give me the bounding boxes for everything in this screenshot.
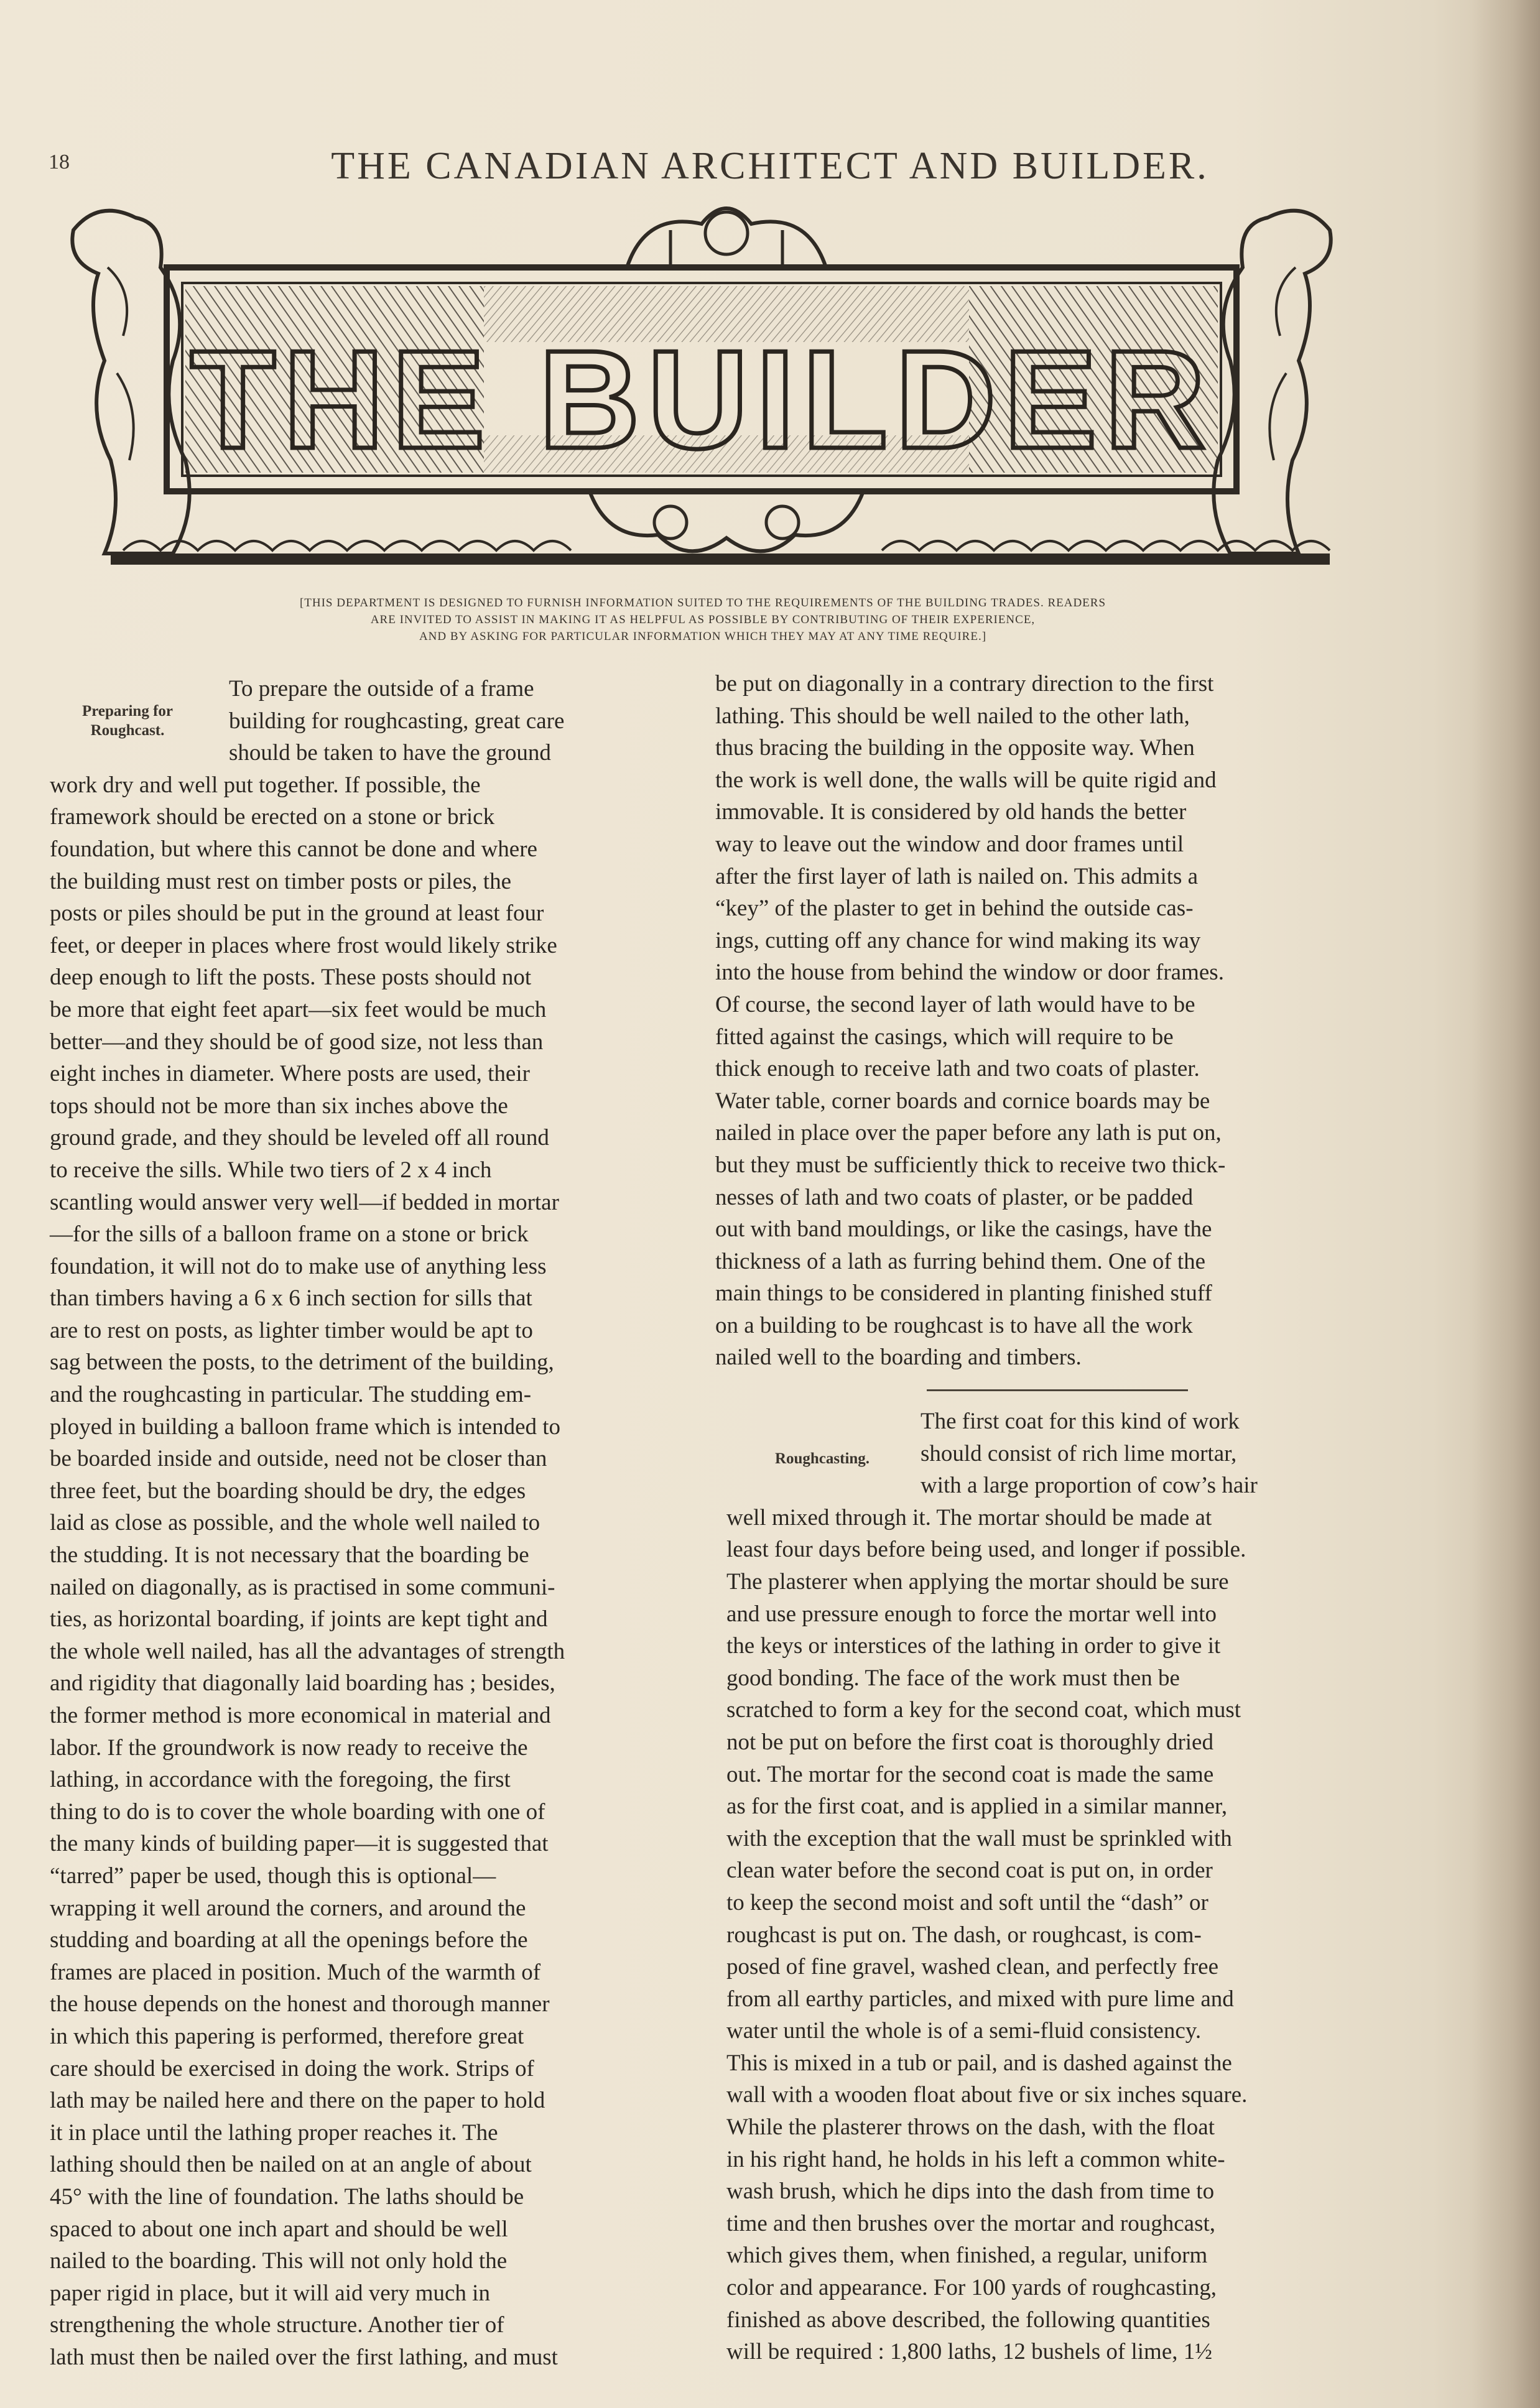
text-line: ties, as horizontal boarding, if joints are kept tight and <box>50 1606 548 1632</box>
text-line: and the roughcasting in particular. The studding em- <box>50 1382 532 1408</box>
builder-banner <box>49 187 1355 597</box>
text-line: nailed well to the boarding and timbers. <box>715 1345 1082 1371</box>
text-line: laid as close as possible, and the whole well nailed to <box>50 1510 540 1536</box>
text-line: foundation, it will not do to make use of anything less <box>50 1253 547 1279</box>
text-line: after the first layer of lath is nailed on. This admits a <box>715 863 1199 889</box>
text-line: While the plasterer throws on the dash, with the float <box>726 2114 1215 2141</box>
text-line: well mixed through it. The mortar should be made at <box>726 1504 1212 1530</box>
text-line: nailed to the boarding. This will not only hold the <box>50 2248 508 2274</box>
text-line: Water table, corner boards and cornice boards may be <box>715 1088 1210 1114</box>
text-line: studding and boarding at all the openings before the <box>50 1927 528 1953</box>
text-line: nesses of lath and two coats of plaster, or be padded <box>715 1184 1194 1210</box>
text-line: deep enough to lift the posts. These posts should not <box>50 965 532 991</box>
text-line: lath may be nailed here and there on the paper to hold <box>50 2088 545 2114</box>
text-line: the house depends on the honest and thorough manner <box>50 1991 550 2017</box>
text-line: way to leave out the window and door frames until <box>715 831 1184 857</box>
text-line: The plasterer when applying the mortar should be sure <box>726 1568 1229 1595</box>
text-line: posts or piles should be put in the ground at least four <box>50 901 544 927</box>
text-line: work dry and well put together. If possible, the <box>50 772 481 798</box>
notice-line: AND BY ASKING FOR PARTICULAR INFORMATION WHICH THEY MAY AT ANY TIME REQUIRE.] <box>419 630 987 643</box>
masthead: THE CANADIAN ARCHITECT AND BUILDER. <box>331 145 1209 187</box>
text-line: but they must be sufficiently thick to receive two thick- <box>715 1152 1226 1178</box>
text-line: the former method is more economical in material and <box>50 1703 551 1728</box>
text-line: lathing should then be nailed on at an angle of about <box>50 2152 532 2178</box>
banner-title: THE BUILDER <box>190 321 1213 478</box>
text-line: Of course, the second layer of lath would have to be <box>715 991 1195 1017</box>
text-line: sag between the posts, to the detriment of the building, <box>50 1350 554 1376</box>
text-line: the work is well done, the walls will be quite rigid and <box>715 767 1217 793</box>
text-line: framework should be erected on a stone or brick <box>50 804 495 830</box>
text-line: ings, cutting off any chance for wind making its way <box>715 927 1201 953</box>
text-line: The first coat for this kind of work <box>921 1409 1240 1434</box>
text-line: posed of fine gravel, washed clean, and perfectly free <box>726 1954 1219 1980</box>
page-edge-shadow <box>1472 0 1540 2408</box>
text-line: care should be exercised in doing the work. Strips of <box>50 2055 534 2082</box>
notice-line: [THIS DEPARTMENT IS DESIGNED TO FURNISH INFORMATION SUITED TO THE REQUIREMENTS OF THE BUILDING TRADES. READERS <box>299 596 1106 609</box>
text-line: roughcast is put on. The dash, or roughcast, is com- <box>726 1922 1202 1948</box>
text-line: finished as above described, the following quantities <box>726 2307 1210 2333</box>
text-line: paper rigid in place, but it will aid very much in <box>50 2280 490 2306</box>
text-line: be put on diagonally in a contrary direction to the first <box>715 671 1214 697</box>
department-notice <box>174 595 1232 645</box>
text-line: wrapping it well around the corners, and around the <box>50 1895 526 1921</box>
notice-line: ARE INVITED TO ASSIST IN MAKING IT AS HELPFUL AS POSSIBLE BY CONTRIBUTING OF THEIR EXPERIENCE, <box>370 613 1036 626</box>
text-line: it in place until the lathing proper reaches it. The <box>50 2119 498 2146</box>
text-line: ground grade, and they should be leveled off all round <box>50 1125 549 1151</box>
text-line: thus bracing the building in the opposite way. When <box>715 735 1195 761</box>
text-line: tops should not be more than six inches above the <box>50 1093 508 1119</box>
text-line: the whole well nailed, has all the advantages of strength <box>50 1638 565 1664</box>
text-line: frames are placed in position. Much of the warmth of <box>50 1959 541 1985</box>
section-divider <box>927 1389 1188 1391</box>
text-line: building for roughcasting, great care <box>229 708 565 734</box>
text-line: strengthening the whole structure. Another tier of <box>50 2312 504 2338</box>
text-line: be more that eight feet apart—six feet would be much <box>50 996 547 1022</box>
text-line: should be taken to have the ground <box>229 740 551 766</box>
text-line: lath must then be nailed over the first lathing, and must <box>50 2344 558 2370</box>
text-line: nailed in place over the paper before any lath is put on, <box>715 1120 1222 1146</box>
text-line: better—and they should be of good size, not less than <box>50 1029 544 1055</box>
text-line: —for the sills of a balloon frame on a stone or brick <box>50 1221 529 1248</box>
text-line: foundation, but where this cannot be done and where <box>50 836 537 862</box>
text-line: than timbers having a 6 x 6 inch section for sills that <box>50 1285 532 1312</box>
text-line: 45° with the line of foundation. The laths should be <box>50 2183 524 2210</box>
text-line: water until the whole is of a semi-fluid consistency. <box>726 2018 1202 2044</box>
text-line: in which this papering is performed, therefore great <box>50 2023 524 2049</box>
text-line: the building must rest on timber posts or piles, the <box>50 868 511 894</box>
text-line: thick enough to receive lath and two coats of plaster. <box>715 1056 1200 1082</box>
text-line: not be put on before the first coat is thoroughly dried <box>726 1729 1213 1755</box>
text-line: which gives them, when finished, a regular, uniform <box>726 2243 1208 2269</box>
page-number: 18 <box>49 150 70 174</box>
text-line: will be required : 1,800 laths, 12 bushels of lime, 1½ <box>726 2339 1212 2365</box>
left-column <box>50 673 708 2373</box>
text-line: feet, or deeper in places where frost would likely strike <box>50 932 557 958</box>
text-line: the keys or interstices of the lathing in order to give it <box>726 1633 1221 1659</box>
text-line: to receive the sills. While two tiers of 2 x 4 inch <box>50 1157 492 1183</box>
text-line: are to rest on posts, as lighter timber would be apt to <box>50 1317 533 1343</box>
text-line: lathing. This should be well nailed to the other lath, <box>715 703 1190 729</box>
text-line: with a large proportion of cow’s hair <box>921 1473 1258 1499</box>
text-line: three feet, but the boarding should be dry, the edges <box>50 1478 526 1504</box>
text-line: good bonding. The face of the work must then be <box>726 1665 1180 1691</box>
text-line: in his right hand, he holds in his left a common white- <box>726 2146 1225 2172</box>
text-line: color and appearance. For 100 yards of roughcasting, <box>726 2275 1217 2301</box>
text-line: the studding. It is not necessary that the boarding be <box>50 1542 529 1568</box>
text-line: nailed on diagonally, as is practised in some communi- <box>50 1574 555 1600</box>
text-line: main things to be considered in planting finished stuff <box>715 1280 1212 1307</box>
text-line: and rigidity that diagonally laid boarding has ; besides, <box>50 1670 555 1697</box>
sidenote-line: Roughcasting. <box>774 1450 870 1467</box>
text-line: thickness of a lath as furring behind them. One of the <box>715 1248 1206 1274</box>
text-line: ployed in building a balloon frame which is intended to <box>50 1414 561 1440</box>
text-line: “key” of the plaster to get in behind the outside cas- <box>715 896 1194 922</box>
text-line: on a building to be roughcast is to have all the work <box>715 1312 1193 1338</box>
text-line: To prepare the outside of a frame <box>229 676 534 702</box>
text-line: as for the first coat, and is applied in a similar manner, <box>726 1794 1228 1820</box>
text-line: thing to do is to cover the whole boarding with one of <box>50 1799 545 1825</box>
text-line: immovable. It is considered by old hands the better <box>715 799 1187 825</box>
text-line: should consist of rich lime mortar, <box>921 1440 1237 1466</box>
text-line: from all earthy particles, and mixed with pure lime and <box>726 1986 1234 2012</box>
text-line: clean water before the second coat is put on, in order <box>726 1858 1213 1884</box>
text-line: least four days before being used, and longer if possible. <box>726 1537 1246 1563</box>
text-line: and use pressure enough to force the mortar well into <box>726 1601 1217 1627</box>
text-line: into the house from behind the window or door frames. <box>715 960 1224 986</box>
text-line: fitted against the casings, which will require to be <box>715 1024 1174 1050</box>
text-line: be boarded inside and outside, need not be closer than <box>50 1446 547 1472</box>
text-line: out with band mouldings, or like the casings, have the <box>715 1216 1212 1243</box>
text-line: wall with a wooden float about five or six inches square. <box>726 2082 1248 2108</box>
banner-illustration <box>49 187 1355 597</box>
sidenote-line: Roughcast. <box>90 722 165 739</box>
text-line: This is mixed in a tub or pail, and is dashed against the <box>726 2050 1232 2076</box>
text-line: labor. If the groundwork is now ready to receive the <box>50 1734 528 1761</box>
text-line: scantling would answer very well—if bedded in mortar <box>50 1189 559 1215</box>
text-line: the many kinds of building paper—it is suggested that <box>50 1831 549 1857</box>
sidenote-line: Preparing for <box>81 703 174 720</box>
text-line: scratched to form a key for the second coat, which must <box>726 1697 1241 1723</box>
text-line: eight inches in diameter. Where posts are used, their <box>50 1061 530 1087</box>
text-line: out. The mortar for the second coat is made the same <box>726 1761 1214 1787</box>
text-line: “tarred” paper be used, though this is optional— <box>50 1863 496 1889</box>
text-line: with the exception that the wall must be sprinkled with <box>726 1825 1232 1851</box>
text-line: wash brush, which he dips into the dash from time to <box>726 2179 1215 2205</box>
text-line: to keep the second moist and soft until the “dash” or <box>726 1889 1208 1915</box>
text-line: time and then brushes over the mortar and roughcast, <box>726 2210 1216 2236</box>
text-line: lathing, in accordance with the foregoing, the first <box>50 1767 511 1793</box>
text-line: spaced to about one inch apart and should be well <box>50 2216 508 2242</box>
right-column-upper <box>715 668 1375 1374</box>
right-column-lower <box>726 1405 1399 2368</box>
